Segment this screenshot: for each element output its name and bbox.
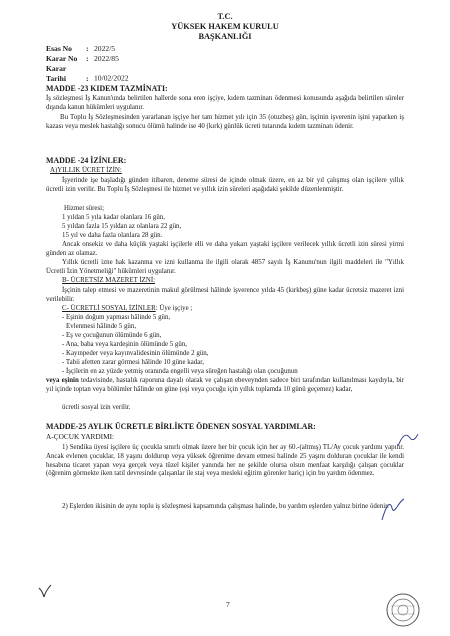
meta-key: Karar No [46, 54, 78, 63]
article-24-title: MADDE -24 İZİNLER: [46, 156, 127, 165]
meta-row-tarih [46, 64, 129, 83]
service-line-2: 5 yıldan fazla 15 yıldan az olanlara 22 gün, [62, 223, 182, 230]
social-leave-closing: ücretli sosyal izin verilir. [62, 404, 131, 411]
meta-colon: : [86, 44, 89, 53]
meta-row-karar [46, 54, 119, 64]
meta-colon: : [86, 54, 89, 63]
child-allowance-paragraph-1: 1) Sendika üyesi işçilere üç çocukla sınırlı olmak üzere her bir çocuk için her ay 60.-(altmış) TL/Ay çocuk yardımı yapılır. Ancak evlenen çocuklar, 18 yaşını doldurup veya yüksek öğrenime devam etmesi halinde 25 yaşını dolduran çocuklar ile kendi hesabına ticaret yapan veya gerçek veya tüzel kişiler yanında her ne şekilde olursa olsun menfaat karşılığı çalışan çocuklar (öğrenim görmekte iken tatil devresinde çalışanlar ile staj veya mesleki eğitim görenler hariç) için bu yardım ödenmez. [46, 444, 404, 478]
social-leave-heading [62, 305, 192, 314]
meta-key: Esas No [46, 44, 72, 53]
article-23-title: MADDE -23 KIDEM TAZMİNATI: [46, 84, 168, 93]
header-office: BAŞKANLIĞI [198, 32, 252, 41]
unpaid-leave-paragraph: İşçinin talep etmesi ve mazeretinin makul görülmesi hâlinde işverence yılda 45 (kırkbeş) güne kadar ücretsiz mazeret izni verilebilir. [46, 287, 404, 303]
social-leave-item-7-rest: tedavisinde, hastalık raporuna dayalı olarak ve çalışan ebeveynden sadece biri tarafından kullanılması kaydıyla, bir yıl içinde toptan veya bölümler hâlinde on güne (eşi veya çocuğu için yıllık toplamda 10 günü geçemez) kadar, [46, 377, 404, 393]
meta-value: 2022/5 [94, 44, 116, 53]
spouse-emphasis: veya eşinin [46, 377, 79, 384]
social-leave-item-2: Evlenmesi hâlinde 5 gün, [66, 323, 137, 330]
page-number: 7 [226, 600, 230, 609]
social-leave-item-5: - Kayınpeder veya kayınvalidesinin ölümünde 2 gün, [62, 350, 209, 357]
handwritten-mark-icon [396, 430, 420, 450]
annual-leave-paragraph-1: İşyerinde işe başladığı günden itibaren, deneme süresi de içinde olmak üzere, en az bir yıl çalışmış olan işçilere yıllık ücretli izin verilir. Bu Toplu İş Sözleşmesi ile hizmet ve yıllık izin süreleri aşağıdaki şekilde düzenlenmiştir. [46, 177, 404, 193]
social-leave-title-tail: : Üye işçiye ; [155, 305, 193, 312]
annual-leave-paragraph-3: Yıllık ücretli izne hak kazanma ve izni kullanma ile ilgili olarak 4857 sayılı İş Kanunu'nun ilgili maddeleri ile "Yıllık Ücretli İzin Yönetmeliği" hükümleri uygulanır. [46, 259, 404, 275]
social-leave-item-7: - İşçilerin en az yüzde yetmiş oranında engelli veya süreğen hastalığı olan çocuğunun [62, 368, 298, 375]
meta-key: Karar Tarihi [46, 64, 67, 83]
child-allowance-paragraph-2: 2) Eşlerden ikisinin de aynı toplu iş sözleşmesi kapsamında çalışması halinde, bu yardım eşlerden yalnız birine ödenir. [62, 503, 389, 510]
article-25-title: MADDE-25 AYLIK ÜCRETLE BİRLİKTE ÖDENEN SOSYAL YARDIMLAR: [46, 422, 316, 431]
header-tc: T.C. [217, 12, 233, 21]
meta-value: 10/02/2022 [94, 73, 129, 83]
meta-colon: : [86, 73, 89, 83]
social-leave-item-1: - Eşinin doğum yapması hâlinde 5 gün, [62, 314, 171, 321]
social-leave-item-4: - Ana, baba veya kardeşinin ölümünde 5 gün, [62, 341, 187, 348]
official-seal-stamp-icon [385, 592, 421, 628]
meta-value: 2022/85 [94, 54, 119, 63]
social-leave-item-6: - Tabii afetten zarar görmesi hâlinde 10 güne kadar, [62, 359, 205, 366]
handwritten-initials-icon [378, 496, 408, 526]
article-23-paragraph-1: İş sözleşmesi İş Kanun'unda belirtilen hallerde sona eren işçiye, kıdem tazminatı ödenmesi konusunda aşağıda belirtilen süreler dışında kanun hükümleri uygulanır. [46, 95, 404, 111]
meta-row-esas [46, 44, 115, 54]
service-line-1: 1 yıldan 5 yıla kadar olanlara 16 gün, [62, 214, 165, 221]
social-leave-item-7-continued [46, 377, 404, 395]
social-leave-item-3: - Eş ve çocuğunun ölümünde 6 gün, [62, 332, 162, 339]
header-institution: YÜKSEK HAKEM KURULU [171, 22, 279, 31]
article-23-paragraph-2: Bu Toplu İş Sözleşmesinden yararlanan işçiye her tam hizmet yılı için 35 (otuzbeş) gün, işçinin işverenin işini yaparken iş kazası veya meslek hastalığı sonucu ölümü halinde ise 40 (kırk) günlük ücreti tutarında kıdem tazminatı ödenir. [46, 114, 404, 130]
annual-leave-title: A)YILLIK ÜCRET İZİN: [50, 167, 122, 174]
child-allowance-title: A-ÇOCUK YARDIMI: [46, 432, 115, 441]
social-leave-title: C- ÜCRETLİ SOSYAL İZİNLER [62, 305, 156, 312]
annual-leave-paragraph-2: Ancak onsekiz ve daha küçük yaştaki işçilerle elli ve daha yukarı yaştaki işçilere verilecek yıllık ücretli izin süresi yirmi günden az olamaz. [46, 241, 404, 257]
service-period-label: Hizmet süresi; [64, 205, 104, 212]
handwritten-checkmark-icon [38, 584, 52, 600]
unpaid-leave-title: B- ÜCRETSİZ MAZERET İZNİ: [62, 277, 156, 284]
service-line-3: 15 yıl ve daha fazla olanlara 28 gün. [62, 232, 163, 239]
